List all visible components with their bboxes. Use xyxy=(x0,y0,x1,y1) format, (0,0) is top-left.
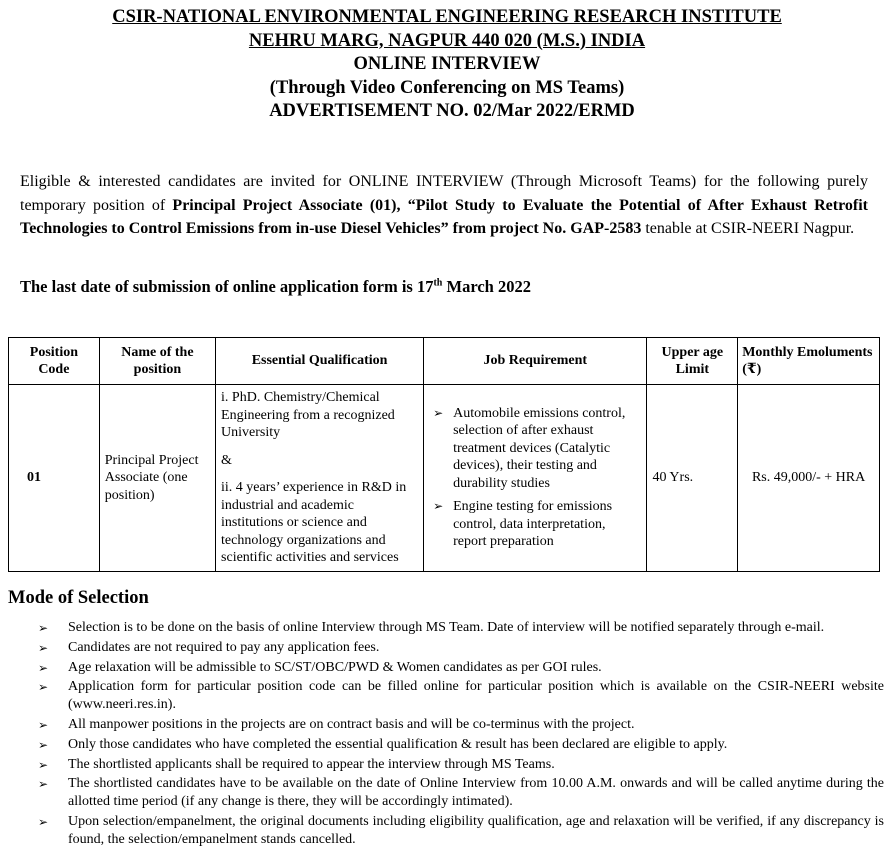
mode-of-selection-list xyxy=(0,619,884,851)
arrow-bullet-icon: ➢ xyxy=(38,660,49,675)
header-position-code: Position Code xyxy=(9,338,100,385)
document-header xyxy=(0,6,894,124)
positions-table xyxy=(8,337,880,572)
cell-qualification xyxy=(216,385,424,572)
cell-position-name: Principal Project Associate (one position) xyxy=(99,385,215,572)
institute-name: CSIR-NATIONAL ENVIRONMENTAL ENGINEERING RESEARCH INSTITUTE xyxy=(112,7,782,27)
cell-age-limit: 40 Yrs. xyxy=(647,385,738,572)
table-row xyxy=(9,385,880,572)
arrow-bullet-icon: ➢ xyxy=(38,757,49,772)
arrow-bullet-icon: ➢ xyxy=(433,499,444,514)
interview-subtitle: (Through Video Conferencing on MS Teams) xyxy=(269,77,625,98)
mode-of-selection-title: Mode of Selection xyxy=(8,588,149,608)
list-item: ➢ Engine testing for emissions control, data interpretation, report preparation xyxy=(433,499,613,550)
list-item: ➢ Upon selection/empanelment, the original documents including eligibility qualification, age and relaxation will be verified, if any discrepancy is found, the selection/empanelment stands cancelled. xyxy=(38,813,884,847)
last-date-after: March 2022 xyxy=(442,277,531,296)
arrow-bullet-icon: ➢ xyxy=(38,737,49,752)
list-item: ➢ The shortlisted applicants shall be required to appear the interview through MS Teams. xyxy=(0,756,884,774)
header-emoluments: Monthly Emoluments (₹) xyxy=(738,338,880,385)
interview-title: ONLINE INTERVIEW xyxy=(353,54,541,74)
list-item: ➢ Automobile emissions control, selection of after exhaust treatment devices (Catalytic devices), their testing and durability studies xyxy=(433,405,626,491)
last-date-sup: th xyxy=(433,277,443,289)
arrow-bullet-icon: ➢ xyxy=(38,621,49,635)
intro-text-1: Eligible & interested candidates are invited for ONLINE INTERVIEW (Through Microsoft Teams) for the following purely temporary position of xyxy=(20,173,868,214)
intro-text-bold: Principal Project Associate (01), “Pilot Study to Evaluate the Potential of After Exhaust Retrofit Technologies to Control Emissions from in-use Diesel Vehicles” from project No. GAP-2583 xyxy=(20,196,869,237)
intro-text-2: tenable at CSIR-NEERI Nagpur. xyxy=(641,220,855,237)
list-item: ➢ Age relaxation will be admissible to SC/ST/OBC/PWD & Women candidates as per GOI rules. xyxy=(0,659,884,677)
last-date-notice xyxy=(20,277,531,297)
cell-job-requirement xyxy=(424,385,647,572)
header-qualification: Essential Qualification xyxy=(216,338,424,385)
arrow-bullet-icon: ➢ xyxy=(38,814,49,829)
arrow-bullet-icon: ➢ xyxy=(433,405,444,420)
list-item: ➢ Selection is to be done on the basis of online Interview through MS Team. Date of interview will be notified separately through e-mail. xyxy=(0,619,884,637)
header-age-limit: Upper age Limit xyxy=(647,338,738,385)
list-item: ➢ All manpower positions in the projects are on contract basis and will be co-terminus with the project. xyxy=(0,716,884,734)
advertisement-number: ADVERTISEMENT NO. 02/Mar 2022/ERMD xyxy=(269,101,635,121)
institute-address: NEHRU MARG, NAGPUR 440 020 (M.S.) INDIA xyxy=(248,30,646,51)
last-date-text: The last date of submission of online application form is 17 xyxy=(20,277,434,296)
cell-emoluments: Rs. 49,000/- + HRA xyxy=(738,385,880,572)
qualification-and: & xyxy=(221,452,232,468)
table-header-row xyxy=(9,338,880,385)
list-item: ➢ The shortlisted candidates have to be available on the date of Online Interview from 10.00 A.M. onwards and will be called anytime during the allotted time period (if any change is there, they will be accordingly intimated). xyxy=(38,776,884,810)
intro-paragraph xyxy=(20,170,868,241)
arrow-bullet-icon: ➢ xyxy=(38,717,49,732)
list-item: ➢ Application form for particular position code can be filled online for particular position which is available on the CSIR-NEERI website (www.neeri.res.in). xyxy=(38,679,884,713)
arrow-bullet-icon: ➢ xyxy=(38,777,49,792)
cell-position-code: 01 xyxy=(9,385,100,572)
list-item: ➢ Candidates are not required to pay any application fees. xyxy=(0,639,884,657)
list-item: ➢ Only those candidates who have completed the essential qualification & result has been declared are eligible to apply. xyxy=(0,736,884,754)
arrow-bullet-icon: ➢ xyxy=(38,680,49,695)
qualification-1: i. PhD. Chemistry/Chemical Engineering from a recognized University xyxy=(221,390,395,440)
job-requirement-list xyxy=(429,405,641,551)
header-position-name: Name of the position xyxy=(99,338,215,385)
qualification-2: ii. 4 years’ experience in R&D in industrial and academic institutions or science and technology organizations and scientific activities and services xyxy=(221,480,407,565)
header-job-requirement: Job Requirement xyxy=(424,338,647,385)
arrow-bullet-icon: ➢ xyxy=(38,640,49,655)
